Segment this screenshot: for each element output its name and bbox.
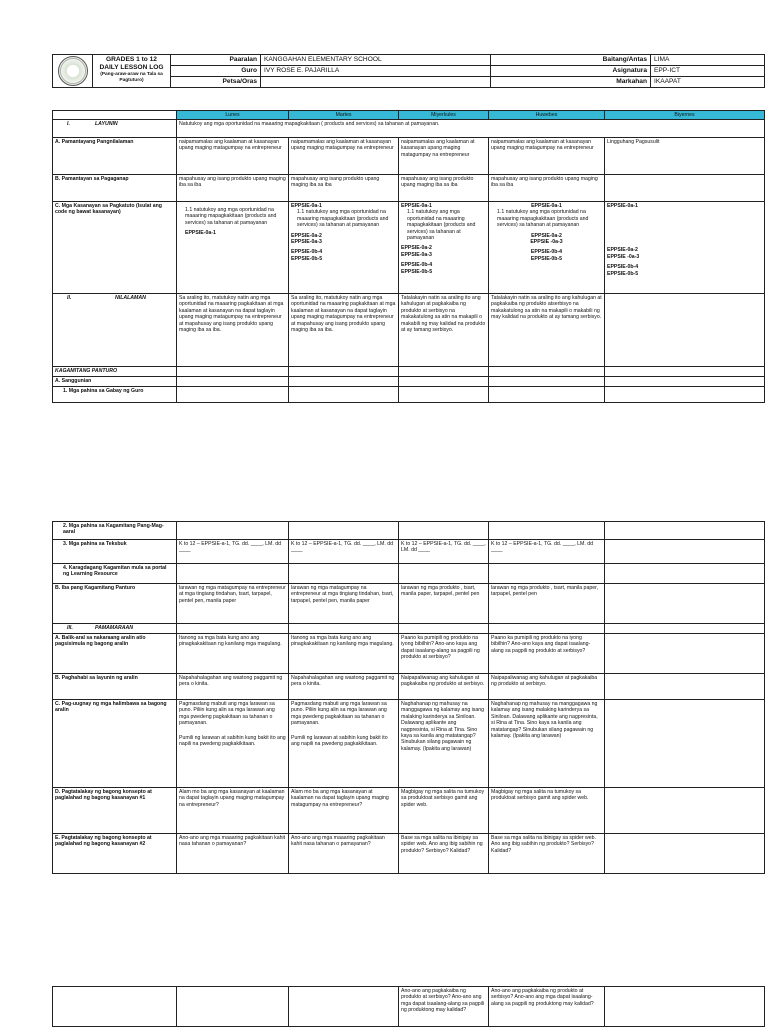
nilalaman-huwebes: Tatalakayin natin sa araling ito ang kahulugan at pagkakaiba ng produkto atserbisyo na makakatulong sa atin na makapili o makabili ng may kalidad na produkto at ay tamang serbisyo. [489, 294, 605, 367]
title-line1: GRADES 1 to 12 [106, 56, 157, 63]
pag-uugnay-martes [289, 700, 399, 788]
teksbuk-lunes: K to 12 – EPPSIE-a-1, TG. dd. ____, LM. dd ____ [177, 540, 289, 564]
iba-pang-miyerkules: larawan ng mga produkto , tsart, manila paper, tarpapel, pentel pen [399, 584, 489, 624]
header-table [52, 54, 765, 88]
kasanayan-miyerkules-c1: EPPSIE-0a-1 [401, 203, 432, 209]
balik-huwebes: Paano ka pumipili ng produkto na iyong bibilhin? Ano-ano kaya ang dapat isaalang-alang sa pagpili ng produkto at serbisyo? [489, 634, 605, 674]
iba-pang-huwebes: larawan ng mga produkto , tsart, manila paper, tarpapel, pentel pen [489, 584, 605, 624]
ppn-miyerkules: naipamamalas ang kaalaman at kasanayan upang maging matagumpay na entrepreneur [399, 138, 489, 175]
ppn-martes: naipamamalas ang kaalaman at kasanayan upang maging matagumpay na entrepreneur [289, 138, 399, 175]
karagdagang-row [53, 564, 765, 584]
deped-seal-icon [58, 56, 88, 86]
iba-pang-lunes: larawan ng mga matagumpay na entrepreneur at mga tingiang tindahan, tsart, tarpapel, pentel pen, manila paper [177, 584, 289, 624]
balik-biyernes [605, 634, 765, 674]
nilalaman-label-cell [53, 294, 177, 367]
markahan-value: IKAAPAT [651, 77, 765, 88]
pag-uugnay-miyerkules: Naghahanap ng mahusay na manggagawa ng kalamay ang isang malaking karinderya sa Siniloan. Dalawang aplikante ang nagpresinta, si Rina at Tina. Sino kaya sa kanila ang matatangap? Sinubukan silang pagawain ng kalamay. (Ipakita ang larawan) [399, 700, 489, 788]
pp-biyernes [605, 175, 765, 202]
kasanayan-miyerkules-c3: EPPSIE-0a-3 [401, 251, 432, 258]
pagtalakay1-lunes: Alam mo ba ang mga kasanayan at kaalaman na dapat taglayin upang maging matagumpay na entrepreneur? [177, 788, 289, 834]
title-line2: DAILY LESSON LOG [99, 64, 164, 71]
kasanayan-huwebes-text: 1.1 natutukoy ang mga oportunidad na maaaring mapagkakitaan (products and services) sa tahanan at pamayanan [497, 209, 589, 229]
pagtalakay1-huwebes: Magbigay ng mga salita na tumukoy sa produktoat serbisyo gamit ang spider web. [489, 788, 605, 834]
kasanayan-martes-c3: EPPSIE-0a-3 [291, 239, 322, 246]
balik-martes: Itanong sa mga bata kung ano ang pinagkakakitaan ng kanilang mga magulang. [289, 634, 399, 674]
kasanayan-martes-c5: EPPSIE-0b-5 [291, 255, 323, 262]
pagtalakay2-label: E. Pagtatalakay ng bagong konsepto at paglalahad ng bagong kasanayan #2 [53, 834, 177, 874]
day-header-blank [53, 111, 177, 120]
teksbuk-miyerkules: K to 12 – EPPSIE-a-1, TG. dd. ____, LM. dd ____ [399, 540, 489, 564]
nilalaman-martes: Sa araling ito, matutukoy natin ang mga oportunidad na maaaring pagkakitaan at mga kaalaman at kasanayan na dapat taglayin upang maging matagumpay na entrepreneur at mapahusay ang isang produkto upang maging iba sa iba. [289, 294, 399, 367]
pamantayan-pagganap-label: B. Pamantayan sa Pagaganap [53, 175, 177, 202]
layunin-label: LAYUNIN [95, 121, 118, 127]
kasanayan-huwebes-c2: EPPSIE-0a-2 [531, 232, 562, 239]
header-title-cell [93, 55, 171, 88]
kasanayan-huwebes-c5: EPPSIE-0b-5 [530, 255, 563, 262]
pp-lunes: mapahusay ang isang produkto upang maging iba sa iba [177, 175, 289, 202]
nilalaman-num: II. [67, 295, 72, 301]
paghahabi-miyerkules: Naipapaliwanag ang kahulugan at pagkakaiba ng produkto at serbisyo. [399, 674, 489, 700]
pagtalakay1-row [53, 788, 765, 834]
teksbuk-row [53, 540, 765, 564]
kasanayan-biyernes-c1: EPPSIE-0a-1 [607, 203, 638, 209]
guro-label: Guro [171, 66, 261, 77]
kasanayan-biyernes-c3: EPPSIE -0a-3 [607, 253, 640, 260]
pp-huwebes: mapahusay ang isang produkto upang maging iba sa iba [489, 175, 605, 202]
lesson-table-1 [52, 110, 765, 403]
kasanayan-miyerkules-c2: EPPSIE-0a-2 [401, 245, 432, 252]
lesson-table-2 [52, 521, 765, 874]
layunin-row [53, 120, 765, 138]
table3-row [53, 987, 765, 1027]
teksbuk-martes: K to 12 – EPPSIE-a-1, TG. dd. ____, LM. dd ____ [289, 540, 399, 564]
pamamaraan-label-cell [53, 624, 177, 634]
pamantayang-pangnilalaman-row [53, 138, 765, 175]
kasanayan-biyernes-c5: EPPSIE-0b-5 [607, 270, 639, 277]
nilalaman-row [53, 294, 765, 367]
nilalaman-lunes: Sa araling ito, matutukoy natin ang mga oportunidad na maaaring pagkakitaan at mga kaalaman at kasanayan na dapat taglayin upang maging matagumpay na entrepreneur at mapahusay ang isang produkto upang maging iba sa iba. [177, 294, 289, 367]
nilalaman-biyernes [605, 294, 765, 367]
header-subtitle: (Pang-araw-araw na Tala sa Pagtuturo) [100, 72, 163, 83]
kasanayan-huwebes-c1: EPPSIE-0a-1 [531, 203, 562, 209]
iba-pang-label: B. Iba pang Kagamitang Panturo [53, 584, 177, 624]
kasanayan-row [53, 202, 765, 294]
kasanayan-miyerkules-c5: EPPSIE-0b-5 [401, 268, 433, 275]
kasanayan-martes-c4: EPPSIE-0b-4 [291, 249, 323, 256]
pagtalakay1-martes: Alam mo ba ang mga kasanayan at kaalaman na dapat taglayin upang maging matagumpay na entrepreneur? [289, 788, 399, 834]
baitang-value: LIMA [651, 55, 765, 66]
pamantayang-pangnilalaman-label: A. Pamantayang Pangnilalaman [53, 138, 177, 175]
balik-miyerkules: Paano ka pumipili ng produkto na iyong bibilhin? Ano-ano kaya ang dapat isaalang-alang sa pagpili ng produkto at serbisyo? [399, 634, 489, 674]
pp-miyerkules: mapahusay ang isang produkto upang maging iba sa iba [399, 175, 489, 202]
balik-lunes: Itanong sa mga bata kung ano ang pinagkakakitaan ng kanilang mga magulang. [177, 634, 289, 674]
kasanayan-huwebes [489, 202, 605, 294]
petsa-label: Petsa/Oras [171, 77, 261, 88]
pagtalakay2-martes: Ano-ano ang mga maaaring pagkakitaan kahit nasa tahanan o pamayanan? [289, 834, 399, 874]
iba-pang-biyernes [605, 584, 765, 624]
asignatura-label: Asignatura [491, 66, 651, 77]
kasanayan-miyerkules-text: 1.1 natutukoy ang mga oportunidad na maaaring mapagkakitaan (products and services) sa tahanan at pamayanan [407, 209, 476, 242]
kasanayan-biyernes-c2: EPPSIE-0a-2 [607, 247, 638, 254]
pagtalakay2-row [53, 834, 765, 874]
kasanayan-martes-c1: EPPSIE-0a-1 [291, 203, 322, 209]
paaralan-value: KANGGAHAN ELEMENTARY SCHOOL [261, 55, 491, 66]
kasanayan-lunes-code: EPPSIE-0a-1 [185, 230, 216, 237]
pamamaraan-label: PAMAMARAAN [95, 625, 133, 631]
pag-uugnay-lunes-b: Pumili ng larawan at sabihin kung bakit ito ang napili na pwedeng pagkakikitaan. [179, 734, 286, 748]
table3-miyerkules: Ano-ano ang pagkakaiba ng produkto at serbisyo? Ano-ano ang mga dapat isaalang-alang sa pagpili ng produktong may kalidad? [399, 987, 489, 1027]
kasanayan-miyerkules-c4: EPPSIE-0b-4 [401, 262, 433, 269]
paaralan-label: Paaralan [171, 55, 261, 66]
gabay-row [53, 387, 765, 403]
guro-value: IVY ROSE E. PAJARILLA [261, 66, 491, 77]
teksbuk-biyernes [605, 540, 765, 564]
ppn-lunes: naipamamalas ang kaalaman at kasanayan upang maging matagumpay na entrepreneur [177, 138, 289, 175]
day-martes: Martes [289, 111, 399, 120]
paghahabi-lunes: Napahahalagahan ang wastong paggamit ng pera o kinita. [177, 674, 289, 700]
nilalaman-label: NILALAMAN [115, 295, 146, 301]
iba-pang-martes: larawan ng mga matagumpay na entrepreneur at mga tingiang tindahan, tsart, tarpapel, pentel pen, manila paper [289, 584, 399, 624]
sanggunian-label: A. Sanggunian [53, 377, 177, 387]
teksbuk-huwebes: K to 12 – EPPSIE-a-1, TG. dd. ____, LM. dd ____ [489, 540, 605, 564]
pang-mag-aaral-label: 2. Mga pahina sa Kagamitang Pang-Mag-aaral [53, 522, 177, 540]
pp-martes: mapahusay ang isang produkto upang maging iba sa iba [289, 175, 399, 202]
pagtalakay1-miyerkules: Magbigay ng mga salita na tumukoy sa produktoat serbisyo gamit ang spider web. [399, 788, 489, 834]
pang-mag-aaral-row [53, 522, 765, 540]
deped-seal-cell [53, 55, 93, 88]
pag-uugnay-lunes-a: Pagmasdang mabuti ang mga larawan sa puno. Piliin kung alin sa mga larawan ang mga pwedeng pagkakitaan sa tahanan o pamayanan. [179, 701, 275, 727]
asignatura-value: EPP-ICT [651, 66, 765, 77]
nilalaman-miyerkules: Tatalakayin natin sa araling ito ang kahulugan at pagkakaiba ng produkto at serbisyo na makakatulong sa atin na makapili o makabili ng may kalidad na produkto at ay tamang serbisyo. [399, 294, 489, 367]
paghahabi-label: B. Paghahabi sa layunin ng aralin [53, 674, 177, 700]
day-huwebes: Huwebes [489, 111, 605, 120]
kasanayan-huwebes-c3: EPPSIE -0a-3 [530, 239, 563, 246]
pagtalakay2-miyerkules: Base sa mga salita na ibinigay sa spider web. Ano ang ibig sabihin ng produkto? Serbisyo? Kalidad? [399, 834, 489, 874]
sanggunian-row [53, 377, 765, 387]
gabay-label: 1. Mga pahina sa Gabay ng Guro [53, 387, 177, 403]
day-lunes: Lunes [177, 111, 289, 120]
karagdagang-label: 4. Karagdagang Kagamitan mula sa portal ng Learning Resource [53, 564, 177, 584]
layunin-label-cell [53, 120, 177, 138]
layunin-text: Natutukoy ang mga oportunidad na maaaring mapagkakitaan ( products and services) sa tahanan at pamayanan. [177, 120, 765, 138]
ppn-huwebes: naipamamalas ang kaalaman at kasanayan upang maging matagumpay na entrepreneur [489, 138, 605, 175]
pag-uugnay-row [53, 700, 765, 788]
ppn-biyernes: Lingguhang Pagsusulit [605, 138, 765, 175]
kasanayan-martes [289, 202, 399, 294]
layunin-num: I. [67, 121, 70, 127]
kasanayan-martes-text: 1.1 natutukoy ang mga oportunidad na maaaring mapagkakitaan (products and services) sa tahanan at pamayanan [297, 209, 389, 229]
markahan-label: Markahan [491, 77, 651, 88]
pag-uugnay-huwebes: Naghahanap ng mahusay na manggagawa ng kalamay ang isang malaking karinderya sa Siniloan. Dalawang aplikante ang nagpresinta, si Rina at Tina. Sino kaya sa kanila ang matatangap? Sinubukan silang pagawain ng kalamay. (Ipakita ang larawan) [489, 700, 605, 788]
paghahabi-row [53, 674, 765, 700]
paghahabi-biyernes [605, 674, 765, 700]
paghahabi-huwebes: Naipapaliwanag ang kahulugan at pagkakaiba ng produkto at serbisyo. [489, 674, 605, 700]
kagamitang-label: KAGAMITANG PANTURO [53, 367, 177, 377]
balik-aral-row [53, 634, 765, 674]
kasanayan-biyernes [605, 202, 765, 294]
pag-uugnay-martes-b: Pumili ng larawan at sabihin kung bakit ito ang napili na pwedeng pagkakikitaan. [291, 734, 388, 748]
teksbuk-label: 3. Mga pahina sa Teksbuk [53, 540, 177, 564]
paghahabi-martes: Napahahalagahan ang wastong paggamit ng pera o kinita. [289, 674, 399, 700]
day-header-row [53, 111, 765, 120]
kasanayan-label: C. Mga Kasanayan sa Pagkatuto (Isulat ang code ng bawat kasanayan) [53, 202, 177, 294]
pagtalakay2-biyernes [605, 834, 765, 874]
pagtalakay1-biyernes [605, 788, 765, 834]
kagamitang-row [53, 367, 765, 377]
pagtalakay2-lunes: Ano-ano ang mga maaaring pagkakitaan kahit nasa tahanan o pamayanan? [177, 834, 289, 874]
baitang-label: Baitang/Antas [491, 55, 651, 66]
pamantayan-pagganap-row [53, 175, 765, 202]
day-miyerkules: Miyerkules [399, 111, 489, 120]
day-biyernes: Biyernes [605, 111, 765, 120]
pag-uugnay-biyernes [605, 700, 765, 788]
kasanayan-lunes-text: 1.1 natutukoy ang mga oportunidad na maaaring mapagkakitaan (products and services) sa tahanan at pamayanan [185, 207, 277, 226]
pag-uugnay-lunes [177, 700, 289, 788]
kasanayan-biyernes-c4: EPPSIE-0b-4 [607, 264, 639, 271]
pamamaraan-num: III. [67, 625, 73, 631]
kasanayan-lunes [177, 202, 289, 294]
balik-aral-label: A. Balik-aral sa nakaraang aralin at/o pagsisimula ng bagong aralin [53, 634, 177, 674]
pagtalakay1-label: D. Pagtatalakay ng bagong konsepto at paglalahad ng bagong kasanayan #1 [53, 788, 177, 834]
iba-pang-row [53, 584, 765, 624]
kasanayan-huwebes-c4: EPPSIE-0b-4 [530, 249, 563, 256]
kasanayan-martes-c2: EPPSIE-0a-2 [291, 232, 322, 239]
kasanayan-miyerkules [399, 202, 489, 294]
pamamaraan-row [53, 624, 765, 634]
table3-huwebes: Ano-ano ang pagkakaiba ng produkto at serbisyo? Ano-ano ang mga dapat isaalang-alang sa pagpili ng produktong may kalidad? [489, 987, 605, 1027]
lesson-table-3 [52, 986, 765, 1027]
pag-uugnay-martes-a: Pagmasdang mabuti ang mga larawan sa puno. Piliin kung alin sa mga larawan ang mga pwedeng pagkakitaan sa tahanan o pamayanan. [291, 701, 387, 727]
pagtalakay2-huwebes: Base sa mga salita na ibinigay sa spider web. Ano ang ibig sabihin ng produkto? Serbisyo? Kalidad? [489, 834, 605, 874]
pag-uugnay-label: C. Pag-uugnay ng mga halimbawa sa bagong aralin [53, 700, 177, 788]
petsa-value [261, 77, 491, 88]
